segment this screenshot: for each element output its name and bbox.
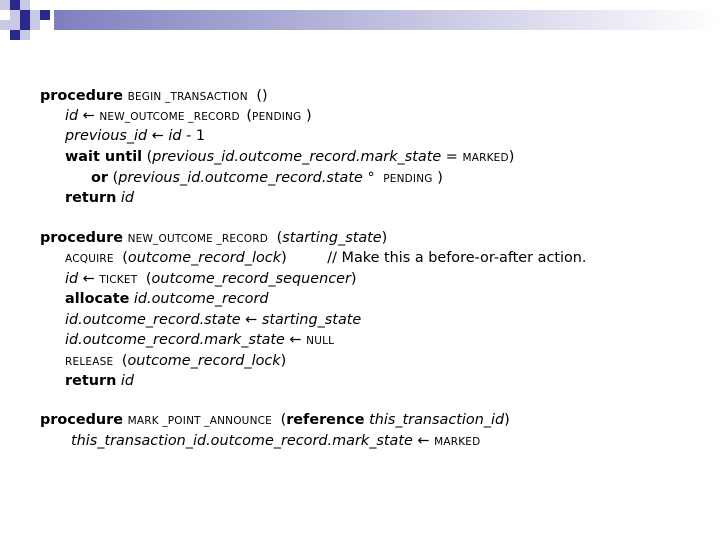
parameter: starting_state — [282, 230, 382, 246]
code-line — [65, 372, 134, 390]
keyword-return: return — [65, 190, 117, 206]
code-line — [65, 290, 269, 308]
paren: ) — [437, 170, 443, 186]
keyword-or: or — [91, 170, 108, 186]
variable: previous_id — [65, 128, 148, 144]
paren: ( — [122, 250, 128, 266]
variable: id — [168, 128, 182, 144]
operator: ° — [367, 170, 375, 186]
code-line — [65, 270, 357, 289]
assign-arrow: ← — [82, 271, 95, 287]
code-line-begin-transaction-header — [40, 87, 268, 106]
constant: PENDING — [252, 111, 302, 123]
paren: ( — [112, 170, 119, 186]
paren: ) — [381, 230, 388, 246]
constant: NULL — [306, 335, 335, 347]
code-comment: // Make this a before-or-after action. — [327, 250, 587, 266]
paren: ( — [246, 108, 253, 124]
call-name: RELEASE — [65, 356, 114, 368]
constant: MARKED — [434, 436, 481, 448]
call-name: ACQUIRE — [65, 253, 114, 265]
assign-arrow: ← — [289, 332, 302, 348]
code-line-mark-point-announce-header — [40, 411, 510, 430]
variable: id — [65, 271, 79, 287]
procedure-name: NEW_OUTCOME _RECORD — [127, 233, 269, 245]
variable: id — [120, 373, 135, 389]
paren: ( — [280, 412, 287, 428]
variable: this_transaction_id.outcome_record.mark_state — [71, 433, 413, 449]
keyword-procedure: procedure — [40, 88, 123, 104]
argument: outcome_record_lock — [127, 353, 281, 369]
procedure-name: MARK _POINT _ANNOUNCE — [127, 415, 272, 427]
code-line — [65, 311, 361, 329]
paren: ) — [281, 250, 287, 266]
keyword-return: return — [65, 373, 117, 389]
variable: id.outcome_record.state — [65, 312, 241, 328]
keyword-procedure: procedure — [40, 230, 123, 246]
constant: MARKED — [462, 152, 509, 164]
variable: starting_state — [261, 312, 362, 328]
code-line — [65, 249, 587, 268]
assign-arrow: ← — [417, 433, 430, 449]
expression: previous_id.outcome_record.state — [118, 170, 363, 186]
parameter: this_transaction_id — [369, 412, 505, 428]
argument: outcome_record_lock — [127, 250, 282, 266]
expression: - 1 — [186, 128, 206, 144]
paren: ) — [508, 149, 515, 165]
keyword-wait-until: wait until — [65, 149, 143, 165]
paren: ( — [145, 271, 152, 287]
paren: ) — [350, 271, 357, 287]
keyword-allocate: allocate — [65, 291, 130, 307]
paren: ( — [276, 230, 283, 246]
keyword-reference: reference — [286, 412, 365, 428]
code-line — [65, 127, 205, 145]
variable: id — [120, 190, 135, 206]
operator: = — [445, 149, 458, 165]
paren: ( — [146, 149, 153, 165]
code-line-new-outcome-record-header — [40, 229, 387, 248]
paren: ) — [280, 353, 287, 369]
variable: id.outcome_record.mark_state — [65, 332, 285, 348]
assign-arrow: ← — [82, 108, 95, 124]
code-line — [71, 432, 480, 451]
keyword-procedure: procedure — [40, 412, 123, 428]
code-line — [65, 189, 134, 207]
call-name: TICKET — [99, 274, 138, 286]
code-line — [65, 148, 514, 167]
variable: id — [65, 108, 79, 124]
argument: outcome_record_sequencer — [151, 271, 351, 287]
paren: ( — [121, 353, 128, 369]
call-name: NEW_OUTCOME _RECORD — [99, 111, 240, 123]
assign-arrow: ← — [245, 312, 258, 328]
constant: PENDING — [383, 173, 433, 185]
expression: previous_id.outcome_record.mark_state — [152, 149, 442, 165]
paren: ) — [306, 108, 312, 124]
paren: ) — [504, 412, 510, 428]
procedure-name: BEGIN _TRANSACTION — [127, 91, 248, 103]
procedure-params: () — [256, 88, 268, 104]
code-line — [91, 169, 443, 188]
variable: id.outcome_record — [133, 291, 269, 307]
assign-arrow: ← — [151, 128, 164, 144]
code-line — [65, 331, 334, 350]
code-line — [65, 107, 312, 126]
code-line — [65, 352, 286, 371]
